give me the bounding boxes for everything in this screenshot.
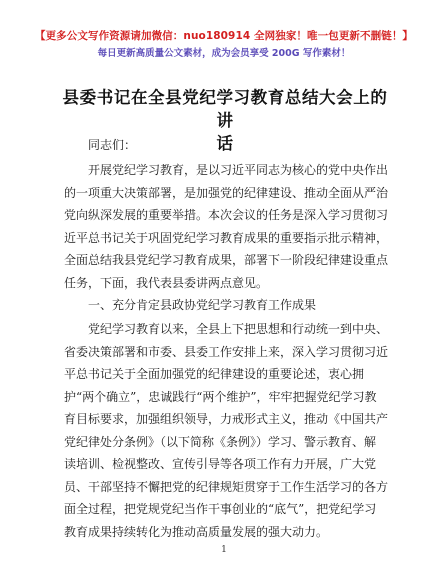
paragraph-line: 开展党纪学习教育，是以习近平同志为核心的党中央作出 [88,163,389,177]
promo-banner-line-1: 【更多公文写作资源请加微信：nuo180914 全网独家！唯一包更新不删链！】 [34,30,414,42]
promo-banner-line-2: 每日更新高质量公文素材，成为会员享受 200G 写作素材！ [97,48,351,59]
paragraph-line: 员、干部坚持不懈把党的纪律规矩贯穿于工作生活学习的各方 [64,479,389,494]
paragraph-line: 教育成果持续转化为推动高质量发展的强大动力。 [64,524,329,539]
document-title-line: 县委书记在全县党纪学习教育总结大会上的讲 [62,88,388,130]
document-title-line: 话 [216,134,234,153]
paragraph-2 [64,318,390,543]
page-number: 1 [221,545,227,555]
paragraph-line: 党纪学习教育以来，全县上下把思想和行动统一到中央、 [88,322,389,336]
paragraph-line: 党向纵深发展的重要举措。本次会议的任务是深入学习贯彻习 [64,208,389,222]
salutation [64,134,390,157]
paragraph-line: 省委决策部署和市委、县委工作安排上来，深入学习贯彻习近 [64,344,389,359]
paragraph-line: 全面总结我县党纪学习教育成果，部署下一阶段纪律建设重点 [64,253,389,267]
paragraph-line: 护“两个确立”，忠诚践行“两个维护”，牢牢把握党纪学习教 [64,389,377,404]
paragraph-line: 党纪律处分条例》（以下简称《条例》）学习、警示教育、解 [64,434,377,449]
paragraph-1 [64,159,390,294]
paragraph-line: 面全过程，把党规党纪当作干事创业的“底气”，把党纪学习 [64,502,377,516]
section-1-heading [64,294,390,317]
paragraph-line: 任务，下面，我代表县委讲两点意见。 [64,275,269,290]
paragraph-line: 平总书记关于全面加强党的纪律建设的重要论述，衷心拥 [64,367,365,381]
paragraph-line: 育目标要求，加强组织领导，力戒形式主义，推动《中国共产 [64,412,389,426]
paragraph-line: 读培训、检视整改、宣传引导等各项工作有力开展，广大党 [64,457,377,471]
salutation-text: 同志们： [88,138,137,152]
paragraph-line: 的一项重大决策部署，是加强党的纪律建设、推动全面从严治 [64,185,389,200]
section-heading-text: 一、充分肯定县政协党纪学习教育工作成果 [88,298,317,312]
paragraph-line: 近平总书记关于巩固党纪学习教育成果的重要指示批示精神， [64,230,389,245]
